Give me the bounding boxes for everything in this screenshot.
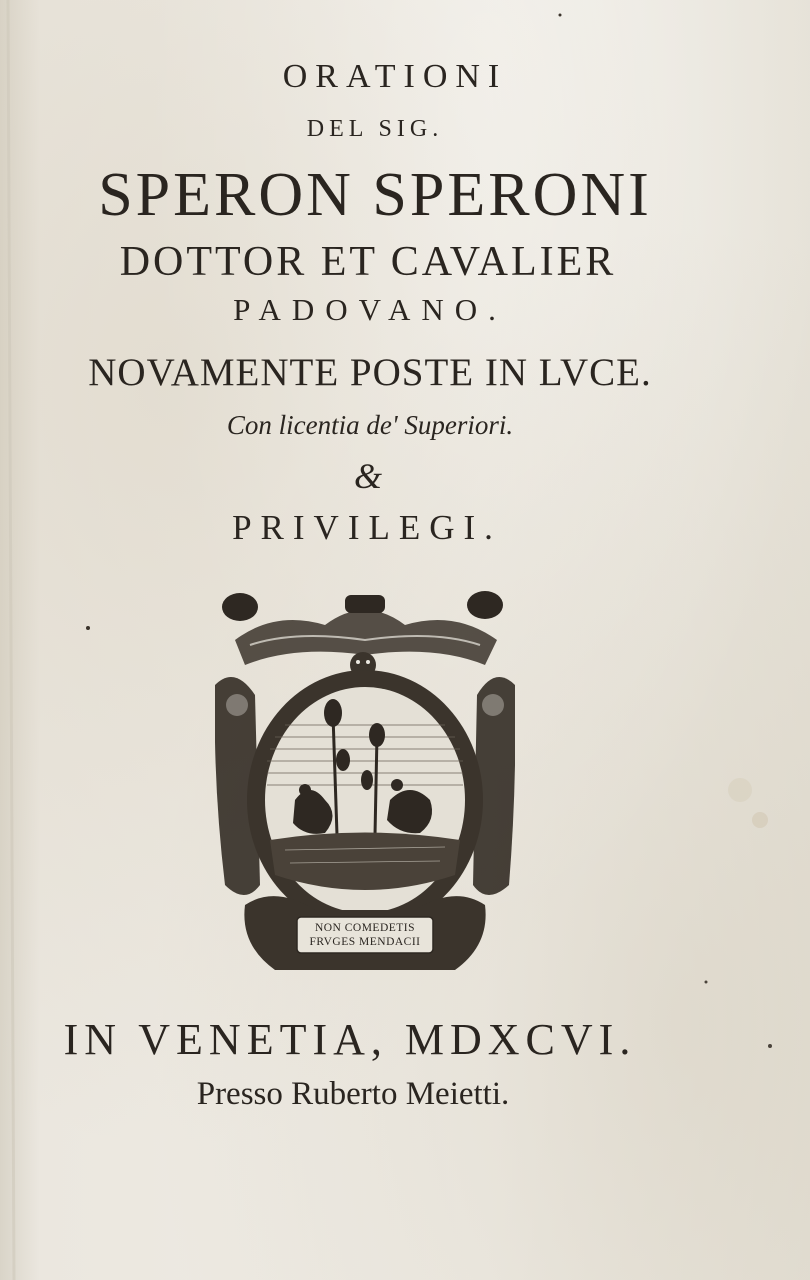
privileges-note: PRIVILEGI. xyxy=(232,508,502,547)
imprint-place-date: IN VENETIA, MDXCVI. xyxy=(63,1015,637,1064)
author-name: SPERON SPERONI xyxy=(98,161,652,229)
printers-device xyxy=(215,585,515,985)
motto-line-2: FRVGES MENDACII xyxy=(309,936,421,948)
printer-name: Presso Ruberto Meietti. xyxy=(196,1076,510,1112)
author-origin: PADOVANO. xyxy=(233,292,507,327)
license-note: Con licentia de' Superiori. xyxy=(226,410,514,440)
author-title: DOTTOR ET CAVALIER xyxy=(119,239,617,285)
motto-line-1: NON COMEDETIS xyxy=(314,922,416,934)
ampersand: & xyxy=(353,456,382,496)
edition-note: NOVAMENTE POSTE IN LVCE. xyxy=(88,351,652,394)
heading-orationi: ORATIONI xyxy=(282,58,508,95)
heading-del-sig: DEL SIG. xyxy=(306,116,444,142)
